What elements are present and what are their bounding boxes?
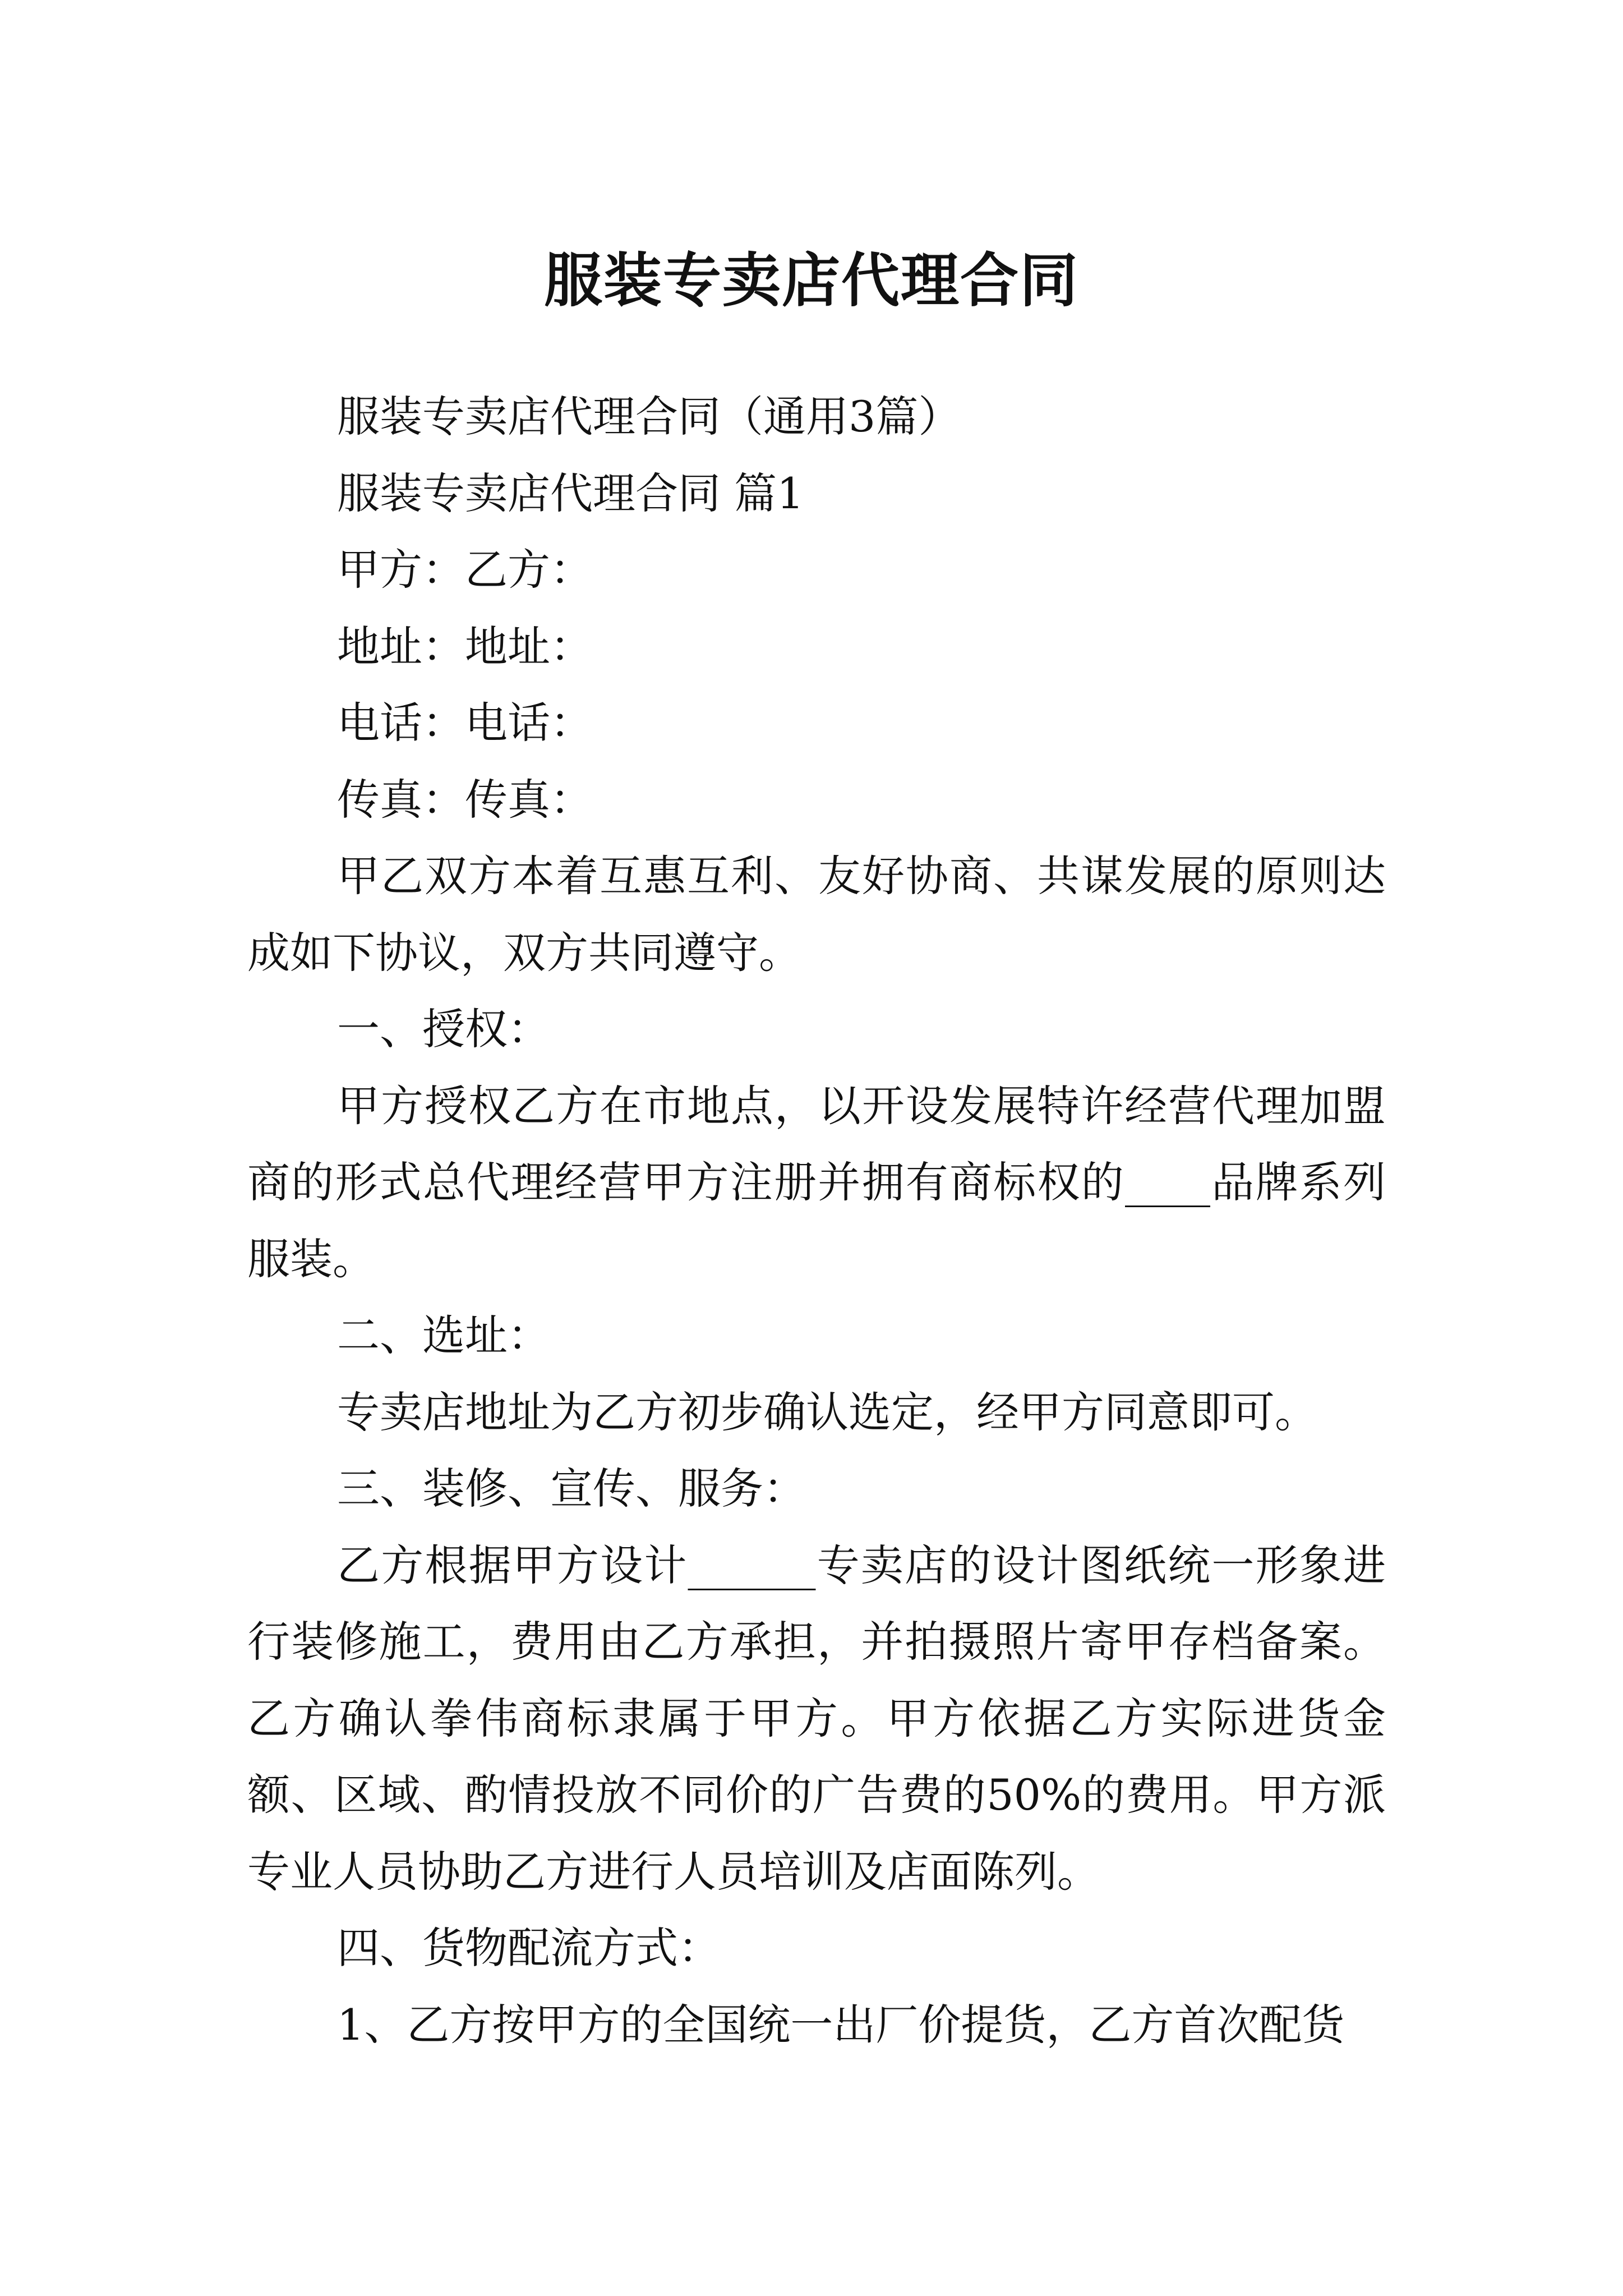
paragraph-preamble: 甲乙双方本着互惠互利、友好协商、共谋发展的原则达成如下协议，双方共同遵守。 xyxy=(247,851,1386,978)
paragraph-clause-4-item-1: 1、乙方按甲方的全国统一出厂价提货，乙方首次配货 xyxy=(337,1999,1345,2050)
paragraph-section-heading: 服装专卖店代理合同 篇1 xyxy=(337,468,804,518)
paragraph-subtitle: 服装专卖店代理合同（通用3篇） xyxy=(337,392,961,441)
paragraph-clause-heading-4: 四、货物配流方式： xyxy=(337,1923,721,1973)
paragraph-party-address: 地址：地址： xyxy=(337,621,593,671)
paragraph-clause-3: 乙方根据甲方设计______专卖店的设计图纸统一形象进行装修施工，费用由乙方承担，并拍摄照片寄甲存档备案。乙方确认拳伟商标隶属于甲方。甲方依据乙方实际进货金额、区域、酌情投放不同价的广告费的50%的费用。甲方派专业人员协助乙方进行人员培训及店面陈列。 xyxy=(247,1540,1386,1897)
paragraph-clause-1: 甲方授权乙方在市地点，以开设发展特许经营代理加盟商的形式总代理经营甲方注册并拥有商标权的____品牌系列服装。 xyxy=(247,1080,1386,1284)
paragraph-clause-2: 专卖店地址为乙方初步确认选定，经甲方同意即可。 xyxy=(337,1387,1317,1437)
document-title: 服装专卖店代理合同 xyxy=(543,245,1079,315)
paragraph-clause-heading-3: 三、装修、宣传、服务： xyxy=(337,1464,806,1513)
paragraph-party-names: 甲方：乙方： xyxy=(337,545,593,595)
paragraph-party-fax: 传真：传真： xyxy=(337,774,593,825)
document-body xyxy=(247,379,1386,2063)
paragraph-clause-heading-2: 二、选址： xyxy=(337,1310,550,1360)
paragraph-clause-heading-1: 一、授权： xyxy=(337,1004,550,1054)
paragraph-party-phone: 电话：电话： xyxy=(337,698,593,748)
